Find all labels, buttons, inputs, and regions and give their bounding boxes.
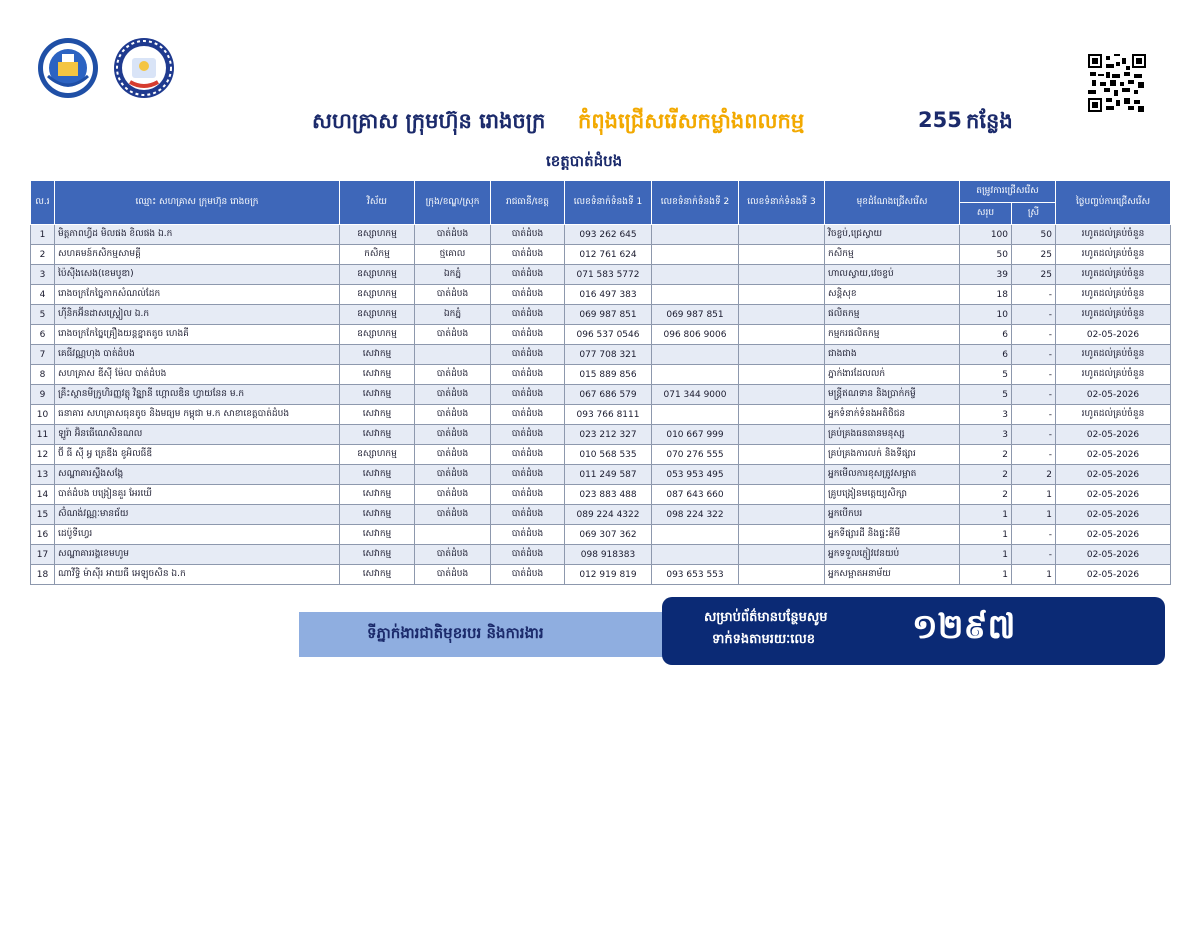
cell-province: បាត់ដំបង (491, 525, 565, 545)
cell-name: បាត់ដំបង បង្រៀនគួរ អែរឃើ (55, 485, 340, 505)
cell-phone3 (739, 565, 825, 585)
cell-phone1: 023 212 327 (565, 425, 652, 445)
cell-deadline: 02-05-2026 (1056, 325, 1171, 345)
table-row (31, 445, 1171, 465)
cell-name: សហគ្រាស ឌីស៊ី ម៉ែល បាត់ដំបង (55, 365, 340, 385)
cell-position: អ្នកទីផ្សារដី និងផ្ទះគីមី (825, 525, 960, 545)
cell-district: បាត់ដំបង (415, 225, 491, 245)
cell-no: 9 (31, 385, 55, 405)
cell-female: - (1012, 305, 1056, 325)
cell-province: បាត់ដំបង (491, 425, 565, 445)
cell-district: បាត់ដំបង (415, 445, 491, 465)
cell-phone1: 089 224 4322 (565, 505, 652, 525)
cell-province: បាត់ដំបង (491, 285, 565, 305)
cell-no: 8 (31, 365, 55, 385)
cell-name: គេធីវណ្ណហុង បាត់ដំបង (55, 345, 340, 365)
cell-phone3 (739, 385, 825, 405)
cell-no: 13 (31, 465, 55, 485)
cell-phone2: 071 344 9000 (652, 385, 739, 405)
qr-code-icon[interactable] (1088, 54, 1146, 112)
cell-sector: ឧស្សាហកម្ម (340, 445, 415, 465)
positions-unit: កន្លែង (966, 109, 1013, 133)
cell-deadline: រហូតដល់គ្រប់ចំនួន (1056, 225, 1171, 245)
cell-phone1: 096 537 0546 (565, 325, 652, 345)
cell-deadline: 02-05-2026 (1056, 425, 1171, 445)
table-row (31, 265, 1171, 285)
header-district: ក្រុង/ខណ្ឌ/ស្រុក (415, 181, 491, 225)
cell-sector: ឧស្សាហកម្ម (340, 325, 415, 345)
cell-deadline: 02-05-2026 (1056, 465, 1171, 485)
cell-name: ប៊ី ធី ស៊ី អ្វ ត្រេឌីង ខូអិលធីឌី (55, 445, 340, 465)
cell-phone2 (652, 545, 739, 565)
cell-total: 6 (960, 325, 1012, 345)
cell-phone2 (652, 365, 739, 385)
cell-no: 2 (31, 245, 55, 265)
table-row (31, 225, 1171, 245)
cell-position: អ្នកបើកបរ (825, 505, 960, 525)
cell-name: ហ៊ីនិកអ៊ីនដាសស្ទ្រៀល ឯ.ក (55, 305, 340, 325)
cell-total: 100 (960, 225, 1012, 245)
cell-position: កសិកម្ម (825, 245, 960, 265)
cell-female: - (1012, 385, 1056, 405)
cell-female: 1 (1012, 485, 1056, 505)
cell-total: 3 (960, 425, 1012, 445)
cell-deadline: រហូតដល់គ្រប់ចំនួន (1056, 305, 1171, 325)
cell-phone1: 067 686 579 (565, 385, 652, 405)
cell-phone3 (739, 365, 825, 385)
recruit-label: កំពុងជ្រើសរើសកម្លាំងពលកម្ម (578, 109, 805, 133)
cell-sector: សេវាកម្ម (340, 545, 415, 565)
cell-deadline: 02-05-2026 (1056, 385, 1171, 405)
cell-phone1: 011 249 587 (565, 465, 652, 485)
cell-phone3 (739, 405, 825, 425)
cell-province: បាត់ដំបង (491, 385, 565, 405)
cell-position: វិចខ្ចប់,ជ្រេស្វាយ (825, 225, 960, 245)
cell-no: 6 (31, 325, 55, 345)
cell-total: 5 (960, 385, 1012, 405)
ministry-logo (36, 36, 100, 100)
cell-phone1: 015 889 856 (565, 365, 652, 385)
cell-total: 2 (960, 445, 1012, 465)
header-female: ស្រី (1012, 203, 1056, 225)
cell-phone3 (739, 285, 825, 305)
cell-position: ជាងជាង (825, 345, 960, 365)
cell-district: បាត់ដំបង (415, 365, 491, 385)
cell-province: បាត់ដំបង (491, 345, 565, 365)
cell-deadline: រហូតដល់គ្រប់ចំនួន (1056, 345, 1171, 365)
cell-deadline: រហូតដល់គ្រប់ចំនួន (1056, 405, 1171, 425)
header-name: ឈ្មោះ សហគ្រាស ក្រុមហ៊ុន រោងចក្រ (55, 181, 340, 225)
cell-name: ប៉ៃស៊ីងសេង(ខេមបូឌា) (55, 265, 340, 285)
cell-phone3 (739, 325, 825, 345)
cell-province: បាត់ដំបង (491, 365, 565, 385)
cell-phone1: 071 583 5772 (565, 265, 652, 285)
cell-female: 25 (1012, 265, 1056, 285)
cell-district: បាត់ដំបង (415, 425, 491, 445)
cell-sector: សេវាកម្ម (340, 465, 415, 485)
table-row (31, 305, 1171, 325)
cell-phone3 (739, 545, 825, 565)
cell-female: - (1012, 425, 1056, 445)
cell-total: 1 (960, 565, 1012, 585)
cell-female: - (1012, 525, 1056, 545)
cell-district: ថ្មគោល (415, 245, 491, 265)
cell-no: 16 (31, 525, 55, 545)
cell-phone1: 012 761 624 (565, 245, 652, 265)
contact-label-1: សម្រាប់ព័ត៌មានបន្ថែមសូម (704, 610, 828, 625)
cell-name: សណ្ឋាគាររង្គខេមហូម (55, 545, 340, 565)
cell-province: បាត់ដំបង (491, 225, 565, 245)
cell-name: ស៊ំណង់វណ្ណៈមានជ័យ (55, 505, 340, 525)
cell-phone2: 093 653 553 (652, 565, 739, 585)
cell-district: បាត់ដំបង (415, 465, 491, 485)
cell-total: 2 (960, 485, 1012, 505)
cell-deadline: 02-05-2026 (1056, 545, 1171, 565)
cell-phone3 (739, 445, 825, 465)
header-position: មុខដំណែងជ្រើសរើស (825, 181, 960, 225)
cell-phone3 (739, 485, 825, 505)
cell-district (415, 345, 491, 365)
cell-female: - (1012, 325, 1056, 345)
cell-no: 11 (31, 425, 55, 445)
cell-province: បាត់ដំបង (491, 465, 565, 485)
cell-phone3 (739, 345, 825, 365)
cell-total: 2 (960, 465, 1012, 485)
cell-phone2 (652, 245, 739, 265)
cell-province: បាត់ដំបង (491, 485, 565, 505)
table-row (31, 405, 1171, 425)
cell-no: 10 (31, 405, 55, 425)
province-label: ខេត្តបាត់ដំបង (546, 152, 623, 170)
cell-phone1: 093 766 8111 (565, 405, 652, 425)
header-phone2: លេខទំនាក់ទំនងទី 2 (652, 181, 739, 225)
cell-total: 6 (960, 345, 1012, 365)
header-sector: វិស័យ (340, 181, 415, 225)
cell-female: 50 (1012, 225, 1056, 245)
cell-phone2: 096 806 9006 (652, 325, 739, 345)
cell-female: 25 (1012, 245, 1056, 265)
cell-female: - (1012, 285, 1056, 305)
cell-total: 39 (960, 265, 1012, 285)
cell-province: បាត់ដំបង (491, 565, 565, 585)
header-deadline: ថ្ងៃបញ្ចប់ការជ្រើសរើស (1056, 181, 1171, 225)
cell-female: 1 (1012, 505, 1056, 525)
cell-sector: កសិកម្ម (340, 245, 415, 265)
cell-sector: ឧស្សាហកម្ម (340, 285, 415, 305)
table-row (31, 245, 1171, 265)
cell-district: បាត់ដំបង (415, 325, 491, 345)
cell-total: 10 (960, 305, 1012, 325)
cell-deadline: រហូតដល់គ្រប់ចំនួន (1056, 285, 1171, 305)
cell-phone2: 069 987 851 (652, 305, 739, 325)
cell-sector: ឧស្សាហកម្ម (340, 305, 415, 325)
cell-total: 50 (960, 245, 1012, 265)
cell-deadline: រហូតដល់គ្រប់ចំនួន (1056, 245, 1171, 265)
cell-position: គ្រប់គ្រងធនធានមនុស្ស (825, 425, 960, 445)
cell-total: 18 (960, 285, 1012, 305)
cell-female: - (1012, 445, 1056, 465)
cell-deadline: 02-05-2026 (1056, 485, 1171, 505)
cell-phone3 (739, 305, 825, 325)
cell-province: បាត់ដំបង (491, 325, 565, 345)
hotline-banner (662, 597, 1165, 665)
cell-phone3 (739, 225, 825, 245)
cell-phone1: 069 987 851 (565, 305, 652, 325)
cell-sector: សេវាកម្ម (340, 405, 415, 425)
cell-position: គ្រូបង្រៀនមត្តេយ្យសិក្សា (825, 485, 960, 505)
cell-position: ហាលស្វាយ,វេចខ្ចប់ (825, 265, 960, 285)
cell-no: 4 (31, 285, 55, 305)
cell-position: អ្នកមើលការខុសត្រូវសម្អាត (825, 465, 960, 485)
cell-phone1: 010 568 535 (565, 445, 652, 465)
cell-no: 15 (31, 505, 55, 525)
cell-sector: ឧស្សាហកម្ម (340, 225, 415, 245)
cell-sector: សេវាកម្ម (340, 565, 415, 585)
page-title (0, 108, 1200, 142)
cell-name: សហគមន៍កសិកម្មសាមគ្គី (55, 245, 340, 265)
cell-district: ឯកភ្នំ (415, 305, 491, 325)
cell-sector: សេវាកម្ម (340, 525, 415, 545)
cell-position: មន្ត្រីឥណទាន និងប្រាក់កម្ចី (825, 385, 960, 405)
cell-province: បាត់ដំបង (491, 505, 565, 525)
cell-total: 1 (960, 525, 1012, 545)
cell-province: បាត់ដំបង (491, 245, 565, 265)
cell-total: 1 (960, 505, 1012, 525)
agency-name: ទីភ្នាក់ងារជាតិមុខរបរ និងការងារ (367, 624, 544, 642)
header-phone3: លេខទំនាក់ទំនងទី 3 (739, 181, 825, 225)
cell-phone2: 010 667 999 (652, 425, 739, 445)
cell-sector: សេវាកម្ម (340, 385, 415, 405)
nea-logo (112, 36, 176, 100)
cell-phone2 (652, 525, 739, 545)
cell-total: 5 (960, 365, 1012, 385)
cell-name: ធនាគារ សហគ្រាសធុនតូច និងមធ្យម កម្ពុជា ម.ក សាខាខេត្តបាត់ដំបង (55, 405, 340, 425)
cell-female: - (1012, 545, 1056, 565)
cell-position: អ្នកទទួលភ្ញៀវវេនយប់ (825, 545, 960, 565)
agency-banner (299, 612, 689, 657)
cell-phone2 (652, 405, 739, 425)
cell-sector: សេវាកម្ម (340, 365, 415, 385)
cell-district: បាត់ដំបង (415, 405, 491, 425)
cell-district (415, 525, 491, 545)
cell-phone3 (739, 525, 825, 545)
cell-female: - (1012, 345, 1056, 365)
cell-name: ឡូរ៉ា អ៊ិនធើណេសិនណល (55, 425, 340, 445)
cell-district: ឯកភ្នំ (415, 265, 491, 285)
cell-phone2 (652, 225, 739, 245)
cell-province: បាត់ដំបង (491, 405, 565, 425)
job-listings-table (30, 180, 1171, 585)
cell-province: បាត់ដំបង (491, 305, 565, 325)
cell-position: ភ្នាក់ងារដែលលក់ (825, 365, 960, 385)
cell-phone1: 016 497 383 (565, 285, 652, 305)
cell-phone1: 012 919 819 (565, 565, 652, 585)
cell-position: អ្នកសម្អាតអនាម័យ (825, 565, 960, 585)
cell-phone2 (652, 285, 739, 305)
cell-position: គ្រប់គ្រងការលក់ និងទីផ្សារ (825, 445, 960, 465)
cell-phone3 (739, 425, 825, 445)
cell-province: បាត់ដំបង (491, 545, 565, 565)
cell-phone2: 053 953 495 (652, 465, 739, 485)
contact-label-2: ទាក់ទងតាមរយៈលេខ (712, 632, 815, 647)
cell-deadline: 02-05-2026 (1056, 505, 1171, 525)
cell-female: - (1012, 365, 1056, 385)
cell-no: 18 (31, 565, 55, 585)
cell-province: បាត់ដំបង (491, 445, 565, 465)
table-row (31, 505, 1171, 525)
cell-no: 1 (31, 225, 55, 245)
cell-district: បាត់ដំបង (415, 485, 491, 505)
cell-district: បាត់ដំបង (415, 285, 491, 305)
cell-phone2: 087 643 660 (652, 485, 739, 505)
cell-position: សន្តិសុខ (825, 285, 960, 305)
cell-phone2 (652, 265, 739, 285)
table-row (31, 325, 1171, 345)
table-row (31, 565, 1171, 585)
cell-female: - (1012, 405, 1056, 425)
cell-no: 17 (31, 545, 55, 565)
cell-name: គ្រឹះស្ថានមីក្រូហិរញ្ញវត្ថុ វិន្ឌ្យានី ហ្គោលឌិន ហ្វាយនែន ម.ក (55, 385, 340, 405)
cell-district: បាត់ដំបង (415, 565, 491, 585)
total-positions: 255 (918, 108, 962, 132)
cell-phone3 (739, 265, 825, 285)
cell-name: រោងចក្រកែច្នៃគ្រឿងយន្តខ្នាតតូច ហេងគី (55, 325, 340, 345)
cell-female: 1 (1012, 565, 1056, 585)
cell-sector: សេវាកម្ម (340, 505, 415, 525)
cell-deadline: 02-05-2026 (1056, 525, 1171, 545)
cell-position: ផលិតកម្ម (825, 305, 960, 325)
header-province: រាជធានី/ខេត្ត (491, 181, 565, 225)
cell-district: បាត់ដំបង (415, 545, 491, 565)
cell-female: 2 (1012, 465, 1056, 485)
cell-province: បាត់ដំបង (491, 265, 565, 285)
cell-sector: សេវាកម្ម (340, 345, 415, 365)
table-row (31, 365, 1171, 385)
table-row (31, 485, 1171, 505)
cell-deadline: 02-05-2026 (1056, 445, 1171, 465)
cell-phone3 (739, 465, 825, 485)
cell-no: 14 (31, 485, 55, 505)
cell-deadline: 02-05-2026 (1056, 565, 1171, 585)
company-label: សហគ្រាស ក្រុមហ៊ុន រោងចក្រ (312, 109, 546, 133)
cell-name: ដេប៉ូទីហ្វេរ (55, 525, 340, 545)
cell-no: 12 (31, 445, 55, 465)
cell-phone2 (652, 345, 739, 365)
cell-total: 3 (960, 405, 1012, 425)
cell-position: អ្នកទំនាក់ទំនងអតិថិជន (825, 405, 960, 425)
header-total: សរុប (960, 203, 1012, 225)
cell-phone1: 077 708 321 (565, 345, 652, 365)
cell-sector: សេវាកម្ម (340, 425, 415, 445)
cell-total: 1 (960, 545, 1012, 565)
table-row (31, 385, 1171, 405)
hotline-number[interactable]: ១២៩៧ (912, 607, 1016, 647)
cell-phone1: 098 918383 (565, 545, 652, 565)
cell-phone1: 093 262 645 (565, 225, 652, 245)
cell-phone1: 069 307 362 (565, 525, 652, 545)
cell-name: ណាវីទ្ធិ ម៉ាស៊ីរ អាយធី អេឡុចសិន ឯ.ក (55, 565, 340, 585)
cell-phone2: 070 276 555 (652, 445, 739, 465)
cell-no: 3 (31, 265, 55, 285)
cell-phone3 (739, 505, 825, 525)
table-row (31, 345, 1171, 365)
cell-name: មិត្តភាពហ្វីដ មិលផង ខិលផង ឯ.ក (55, 225, 340, 245)
cell-name: រោងចក្រកែច្នៃកាកសំណល់ដែក (55, 285, 340, 305)
table-row (31, 545, 1171, 565)
table-row (31, 525, 1171, 545)
cell-phone1: 023 883 488 (565, 485, 652, 505)
cell-name: សណ្ឋាគារស្ទឹងសង្កែ (55, 465, 340, 485)
cell-no: 5 (31, 305, 55, 325)
cell-deadline: រហូតដល់គ្រប់ចំនួន (1056, 365, 1171, 385)
header-phone1: លេខទំនាក់ទំនងទី 1 (565, 181, 652, 225)
header-no: ល.រ (31, 181, 55, 225)
cell-position: កម្មករផលិតកម្ម (825, 325, 960, 345)
table-row (31, 465, 1171, 485)
cell-district: បាត់ដំបង (415, 505, 491, 525)
cell-district: បាត់ដំបង (415, 385, 491, 405)
cell-sector: ឧស្សាហកម្ម (340, 265, 415, 285)
header-needed: តម្រូវការជ្រើសរើស (960, 181, 1056, 203)
cell-deadline: រហូតដល់គ្រប់ចំនួន (1056, 265, 1171, 285)
cell-phone3 (739, 245, 825, 265)
cell-sector: សេវាកម្ម (340, 485, 415, 505)
cell-no: 7 (31, 345, 55, 365)
table-row (31, 285, 1171, 305)
table-row (31, 425, 1171, 445)
cell-phone2: 098 224 322 (652, 505, 739, 525)
